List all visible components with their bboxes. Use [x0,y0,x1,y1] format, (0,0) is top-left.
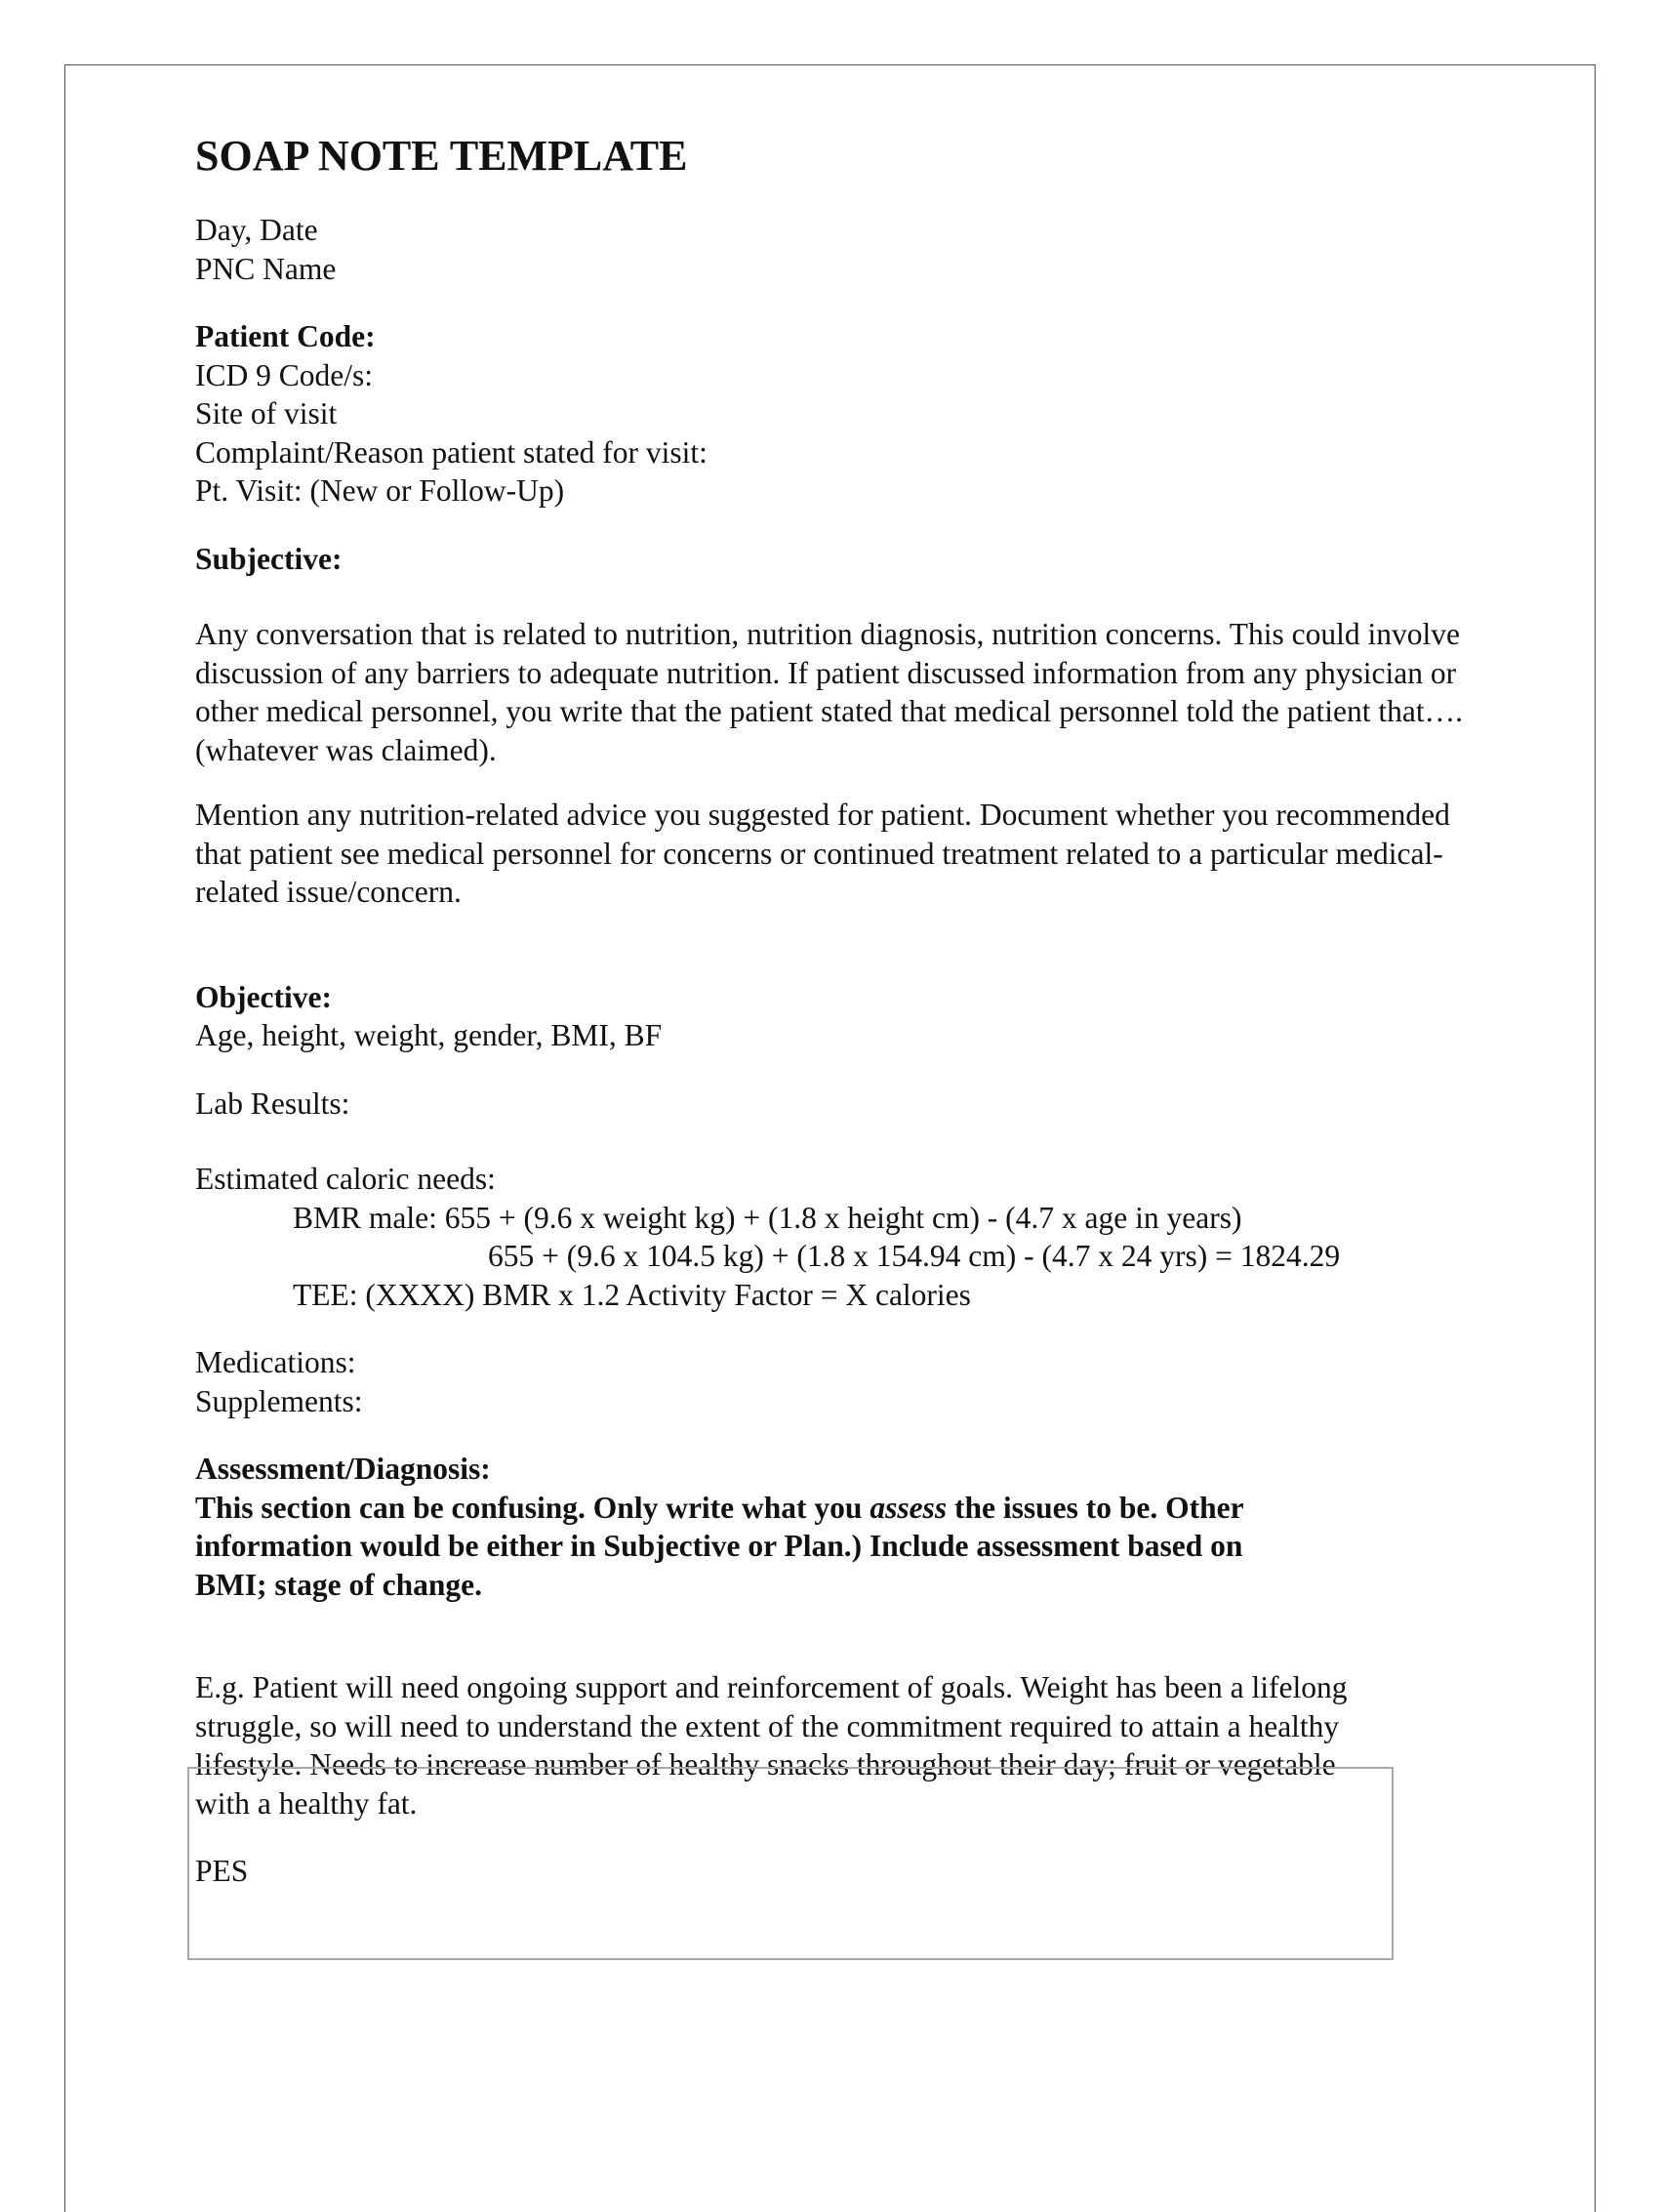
bmr-formula-line: BMR male: 655 + (9.6 x weight kg) + (1.8 x height cm) - (4.7 x age in years) [293,1200,1242,1235]
assessment-section [195,1450,1464,1891]
lab-results-line: Lab Results: [195,1086,350,1121]
assessment-example-line-1: E.g. Patient will need ongoing support and reinforcement of goals. Weight has been a lifelong [195,1670,1348,1704]
patient-section [195,317,1464,511]
tee-line: TEE: (XXXX) BMR x 1.2 Activity Factor = X calories [293,1277,971,1312]
subjective-paragraph-1: Any conversation that is related to nutrition, nutrition diagnosis, nutrition concerns. This could involve discussion of any barriers to adequate nutrition. If patient discussed information from any physician or other medical personnel, you write that the patient stated that medical personnel told the patient that…. (whatever was claimed). [195,617,1463,767]
caloric-needs-line: Estimated caloric needs: [195,1162,496,1196]
header-block [195,211,1464,288]
pnc-name-line: PNC Name [195,251,337,286]
document-body [195,131,1464,1891]
assessment-example-line-4: with a healthy fat. [195,1785,418,1821]
assessment-heading: Assessment/Diagnosis: [195,1452,491,1486]
day-date-line: Day, Date [195,213,318,247]
objective-heading: Objective: [195,979,332,1014]
icd-code-line: ICD 9 Code/s: [195,357,374,392]
subjective-heading: Subjective: [195,541,343,576]
assessment-note-italic: assess [870,1490,948,1525]
assessment-example-line-2: struggle, so will need to understand the extent of the commitment required to attain a healthy [195,1708,1340,1743]
assessment-note-part-2: the issues to be. Other information would be either in Subjective or Plan.) Include assessment based on BMI; stage of change. [195,1490,1243,1602]
objective-section [195,978,1464,1421]
site-of-visit-line: Site of visit [195,396,338,430]
document-title: SOAP NOTE TEMPLATE [195,132,688,180]
objective-measures: Age, height, weight, gender, BMI, BF [195,1018,663,1052]
medications-line: Medications: [195,1345,356,1379]
patient-code-heading: Patient Code: [195,319,376,353]
complaint-line: Complaint/Reason patient stated for visit: [195,434,708,470]
assessment-example [195,1668,1464,1823]
pes-line: PES [195,1854,249,1888]
assessment-example-line-3: lifestyle. Needs to increase number of healthy snacks throughout their day; fruit or vegetable [195,1747,1336,1782]
assessment-note [195,1489,1308,1605]
subjective-section [195,540,1464,912]
bmr-example-line: 655 + (9.6 x 104.5 kg) + (1.8 x 154.94 cm) - (4.7 x 24 yrs) = 1824.29 [488,1239,1341,1273]
subjective-paragraph-2: Mention any nutrition-related advice you suggested for patient. Document whether you recommended that patient see medical personnel for concerns or continued treatment related to a particular medical-related issue/concern. [195,798,1450,909]
supplements-line: Supplements: [195,1383,363,1418]
assessment-note-part-1: This section can be confusing. Only write what you [195,1490,870,1525]
visit-type-line: Pt. Visit: (New or Follow-Up) [195,473,565,508]
